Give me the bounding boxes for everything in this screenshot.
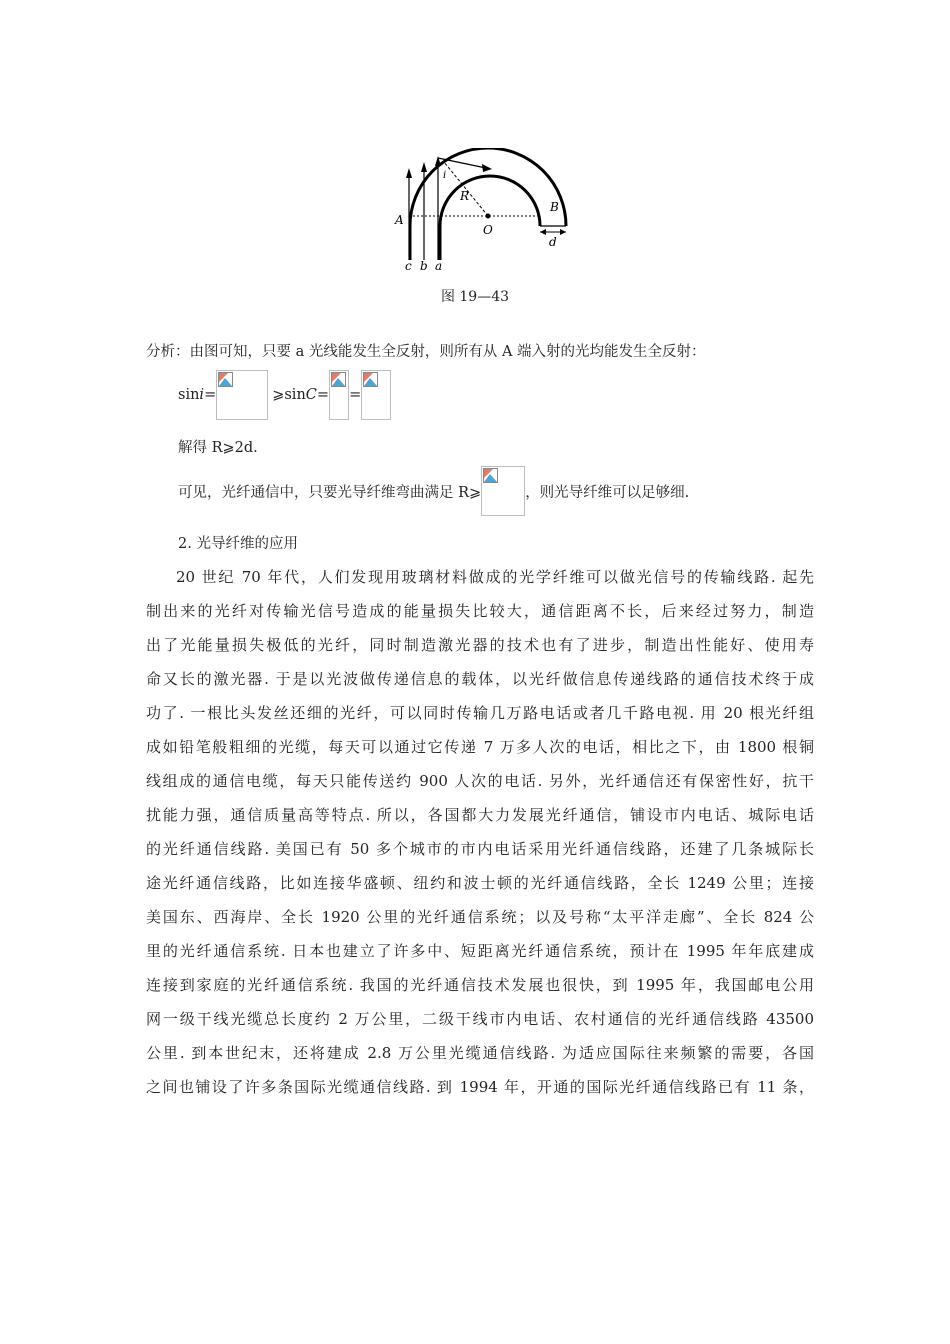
sin-text: sin — [178, 387, 200, 403]
solve-line: 解得 R⩾2d. — [178, 440, 258, 456]
conclusion-a: 可见，光纤通信中，只要光导纤维弯曲满足 R⩾ — [178, 484, 482, 501]
body-line: 连接到家庭的光纤通信系统. 我国的光纤通信技术发展也很快，到 1995 年，我国邮电公用 — [146, 976, 814, 994]
label-r: R — [460, 189, 470, 203]
body-line: 的光纤通信线路. 美国已有 50 多个城市的市内电话采用光纤通信线路，还建了几条城际长 — [146, 840, 814, 858]
body-line: 功了. 一根比头发丝还细的光纤，可以同时传输几万路电话或者几千路电视. 用 20 根光纤组 — [146, 704, 814, 722]
label-b-end: B — [550, 200, 559, 214]
body-line: 里的光纤通信系统. 日本也建立了许多中、短距离光纤通信系统，预计在 1995 年年底建成 — [146, 942, 814, 960]
body-paragraph — [146, 560, 814, 1104]
label-i: i — [443, 170, 447, 181]
body-line: 扰能力强，通信质量高等特点. 所以，各国都大力发展光纤通信，铺设市内电话、城际电话 — [146, 806, 814, 824]
equals-2: = — [316, 387, 330, 403]
section-heading: 2. 光导纤维的应用 — [178, 536, 298, 552]
var-i: i — [199, 387, 205, 403]
broken-image-icon — [216, 370, 268, 420]
broken-image-icon — [361, 370, 391, 420]
body-line: 公里. 到本世纪末，还将建成 2.8 万公里光缆通信线路. 为适应国际往来频繁的需要，各国 — [146, 1044, 814, 1062]
label-a-end: A — [395, 213, 404, 227]
label-a-ray: a — [435, 259, 443, 273]
broken-image-icon — [329, 370, 349, 420]
conclusion-b: ，则光导纤维可以足够细. — [525, 484, 690, 501]
body-line: 命又长的激光器. 于是以光波做传递信息的载体，以光纤做信息传递线路的通信技术终于成 — [146, 670, 814, 688]
label-b-ray: b — [420, 259, 428, 273]
label-o: O — [483, 223, 493, 237]
body-line: 网一级干线光缆总长度约 2 万公里，二级干线市内电话、农村通信的光纤通信线路 43500 — [146, 1010, 814, 1028]
figure-caption: 图 19—43 — [440, 289, 510, 305]
body-line: 途光纤通信线路，比如连接华盛顿、纽约和波士顿的光纤通信线路，全长 1249 公里；连接 — [146, 874, 814, 892]
formula-sin-i — [178, 370, 391, 420]
body-line: 线组成的通信电缆，每天只能传送约 900 人次的电话. 另外，光纤通信还有保密性好，抗干 — [146, 772, 814, 790]
label-d: d — [549, 235, 557, 249]
geq-sin: ⩾sin — [272, 387, 306, 403]
conclusion-line — [178, 466, 689, 516]
optical-fiber-diagram — [390, 148, 585, 273]
var-c: C — [305, 387, 317, 403]
body-line: 出了光能量损失极低的光纤，同时制造激光器的技术也有了进步，制造出性能好、使用寿 — [146, 636, 814, 654]
broken-image-icon — [481, 466, 525, 516]
body-line: 之间也铺设了许多条国际光缆通信线路. 到 1994 年，开通的国际光纤通信线路已有 11 条， — [146, 1078, 814, 1096]
body-line: 20 世纪 70 年代，人们发现用玻璃材料做成的光学纤维可以做光信号的传输线路. 起先 — [176, 568, 814, 586]
label-c: c — [405, 259, 412, 273]
body-line: 美国东、西海岸、全长 1920 公里的光纤通信系统；以及号称“太平洋走廊”、全长 824 公 — [146, 908, 814, 926]
analysis-line: 分析：由图可知，只要 a 光线能发生全反射，则所有从 A 端入射的光均能发生全反射： — [146, 344, 706, 360]
equals: = — [204, 387, 217, 403]
equals-3: = — [349, 387, 362, 403]
body-line: 成如铅笔般粗细的光缆，每天可以通过它传递 7 万多人次的电话，相比之下，由 1800 根铜 — [146, 738, 814, 756]
body-line: 制出来的光纤对传输光信号造成的能量损失比较大，通信距离不长，后来经过努力，制造 — [146, 602, 814, 620]
